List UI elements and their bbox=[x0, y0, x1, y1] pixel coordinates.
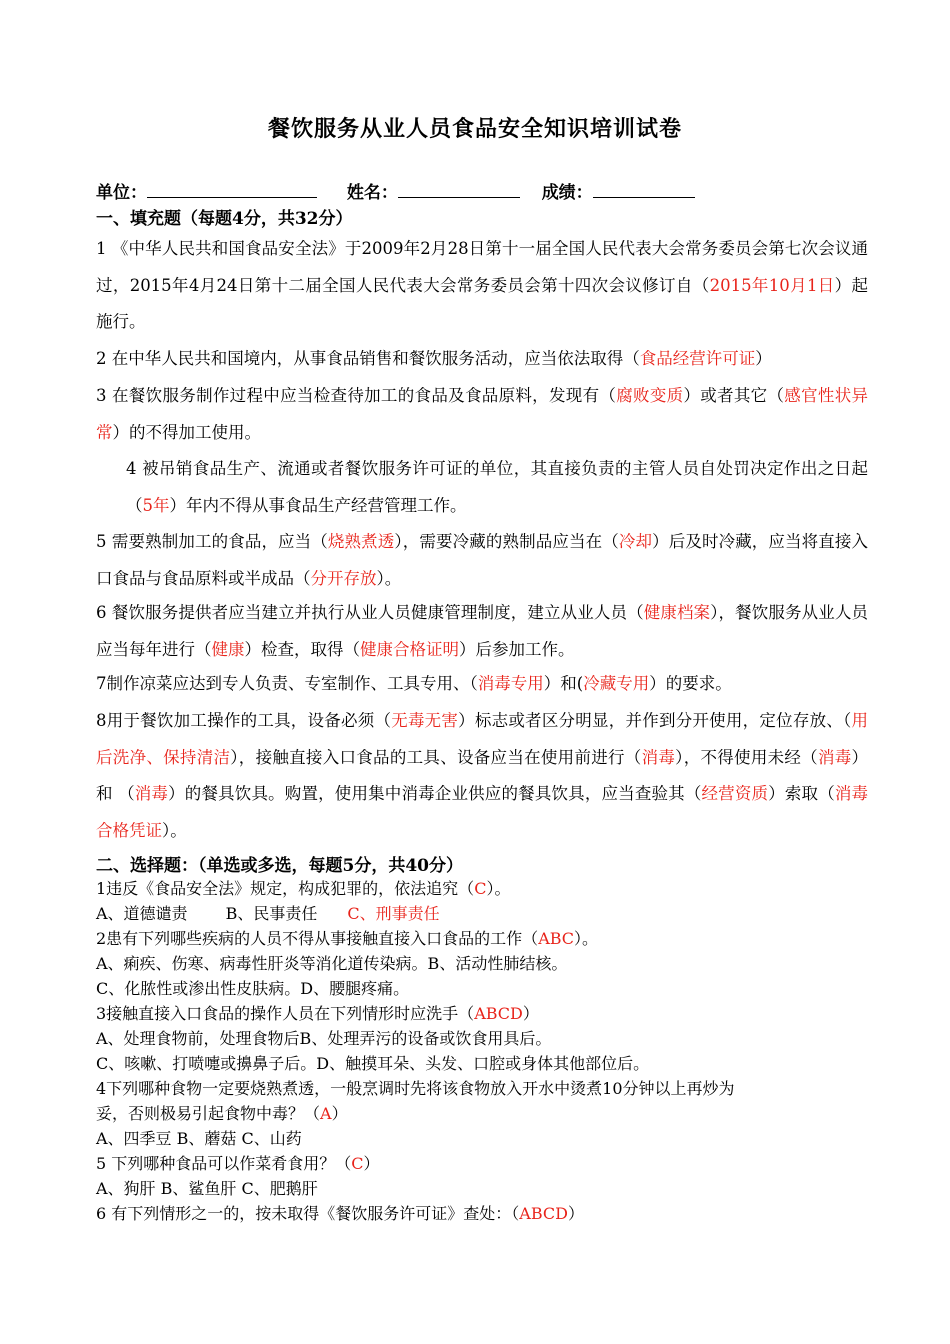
answer: 消毒 bbox=[641, 747, 676, 767]
unit-blank bbox=[147, 182, 317, 198]
fill-question-7: 7制作凉菜应达到专人负责、专室制作、工具专用、（消毒专用）和(冷藏专用）的要求。 bbox=[96, 674, 732, 693]
answer: 健康档案 bbox=[643, 603, 711, 622]
fill-question-1: 1 《中华人民共和国食品安全法》于2009年2月28日第十一届全国人民代表大会常务委员会第七次会议通过，2015年4月24日第十二届全国人民代表大会常务委员会第十四次会议修订自（2015年10月1日）起施行。 bbox=[96, 239, 868, 331]
choice-question-4-line1: 4下列哪种食物一定要烧熟煮透，一般烹调时先将该食物放入开水中烫煮10分钟以上再炒为 bbox=[96, 1079, 735, 1098]
score-label: 成绩： bbox=[541, 183, 593, 203]
fill-question-5: 5 需要熟制加工的食品，应当（烧熟煮透），需要冷藏的熟制品应当在（冷却）后及时冷藏，应当将直接入口食品与食品原料或半成品（分开存放）。 bbox=[96, 532, 869, 588]
answer: 消毒合格凭证 bbox=[96, 784, 869, 840]
answer: C bbox=[351, 1154, 364, 1173]
answer: 2015年10月1日 bbox=[709, 275, 835, 295]
choice-options-3a: A、处理食物前，处理食物后B、处理弄污的设备或饮食用具后。 bbox=[96, 1029, 552, 1048]
choice-options-2a: A、痢疾、伤寒、病毒性肝炎等消化道传染病。B、活动性肺结核。 bbox=[96, 954, 568, 973]
fill-question-6: 6 餐饮服务提供者应当建立并执行从业人员健康管理制度，建立从业人员（健康档案），餐饮服务从业人员应当每年进行（健康）检查，取得（健康合格证明）后参加工作。 bbox=[96, 603, 869, 659]
choice-options-4: A、四季豆 B、蘑菇 C、山药 bbox=[96, 1129, 302, 1148]
answer: 感官性状异常 bbox=[96, 386, 869, 442]
section1-heading: 一、填充题（每题4分，共32分） bbox=[96, 209, 353, 229]
name-blank bbox=[398, 182, 520, 198]
choice-options-5: A、狗肝 B、鲨鱼肝 C、肥鹅肝 bbox=[96, 1179, 318, 1198]
score-blank bbox=[593, 182, 695, 198]
choice-question-3: 3接触直接入口食品的操作人员在下列情形时应洗手（ABCD） bbox=[96, 1004, 539, 1023]
answer: 无毒无害 bbox=[391, 711, 459, 730]
answer: 5年 bbox=[142, 495, 170, 515]
answer: ABC bbox=[538, 929, 575, 948]
answer: A bbox=[320, 1104, 332, 1123]
answer: 腐败变质 bbox=[616, 386, 684, 405]
choice-question-1: 1违反《食品安全法》规定，构成犯罪的，依法追究（C）。 bbox=[96, 879, 511, 898]
answer: 消毒专用 bbox=[477, 674, 544, 693]
answer: 用后洗净、保持清洁 bbox=[96, 711, 869, 767]
answer: 消毒 bbox=[817, 747, 852, 767]
answer: 健康 bbox=[211, 639, 245, 659]
fill-question-2: 2 在中华人民共和国境内，从事食品销售和餐饮服务活动，应当依法取得（食品经营许可证） bbox=[96, 349, 772, 368]
answer: 健康合格证明 bbox=[360, 639, 459, 659]
document-title: 餐饮服务从业人员食品安全知识培训试卷 bbox=[267, 117, 682, 142]
choice-options-3b: C、咳嗽、打喷嚏或擤鼻子后。D、触摸耳朵、头发、口腔或身体其他部位后。 bbox=[96, 1054, 650, 1073]
answer: 分开存放 bbox=[310, 568, 377, 588]
answer: ABCD bbox=[474, 1004, 523, 1023]
fill-question-8: 8用于餐饮加工操作的工具，设备必须（无毒无害）标志或者区分明显，并作到分开使用，定位存放、（用后洗净、保持清洁），接触直接入口食品的工具、设备应当在使用前进行（消毒），不得使用未经（消毒）和 （消毒）的餐具饮具。购置，使用集中消毒企业供应的餐具饮具，应当查验其（经营资质）索取（消毒合格凭证）。 bbox=[96, 711, 869, 840]
unit-label: 单位： bbox=[96, 183, 147, 203]
choice-question-5: 5 下列哪种食品可以作菜肴食用？（C） bbox=[96, 1154, 380, 1173]
answer: 烧熟煮透 bbox=[327, 532, 395, 551]
answer: 消毒 bbox=[134, 784, 169, 803]
answer: 冷却 bbox=[618, 532, 653, 551]
choice-question-6: 6 有下列情形之一的，按未取得《餐饮服务许可证》查处：（ABCD） bbox=[96, 1204, 584, 1223]
header-fields bbox=[96, 178, 876, 203]
choice-options-2b: C、化脓性或渗出性皮肤病。D、腰腿疼痛。 bbox=[96, 979, 410, 998]
fill-question-3: 3 在餐饮服务制作过程中应当检查待加工的食品及食品原料，发现有（腐败变质）或者其它（感官性状异常）的不得加工使用。 bbox=[96, 386, 869, 442]
answer: 冷藏专用 bbox=[583, 674, 650, 693]
choice-options-1: A、道德谴责 B、民事责任 C、刑事责任 bbox=[96, 904, 440, 923]
choice-question-4-line2: 妥，否则极易引起食物中毒？（A） bbox=[96, 1104, 348, 1123]
answer: C、刑事责任 bbox=[347, 904, 440, 923]
answer: 食品经营许可证 bbox=[639, 349, 756, 368]
fill-question-4: 4 被吊销食品生产、流通或者餐饮服务许可证的单位，其直接负责的主管人员自处罚决定作出之日起（5年）年内不得从事食品生产经营管理工作。 bbox=[126, 459, 868, 515]
choice-question-2: 2患有下列哪些疾病的人员不得从事接触直接入口食品的工作（ABC）。 bbox=[96, 929, 599, 948]
answer: C bbox=[474, 879, 487, 898]
answer: 经营资质 bbox=[701, 784, 769, 803]
name-label: 姓名： bbox=[346, 183, 398, 203]
section2-heading: 二、选择题：（单选或多选，每题5分，共40分） bbox=[96, 856, 463, 876]
answer: ABCD bbox=[519, 1204, 568, 1223]
